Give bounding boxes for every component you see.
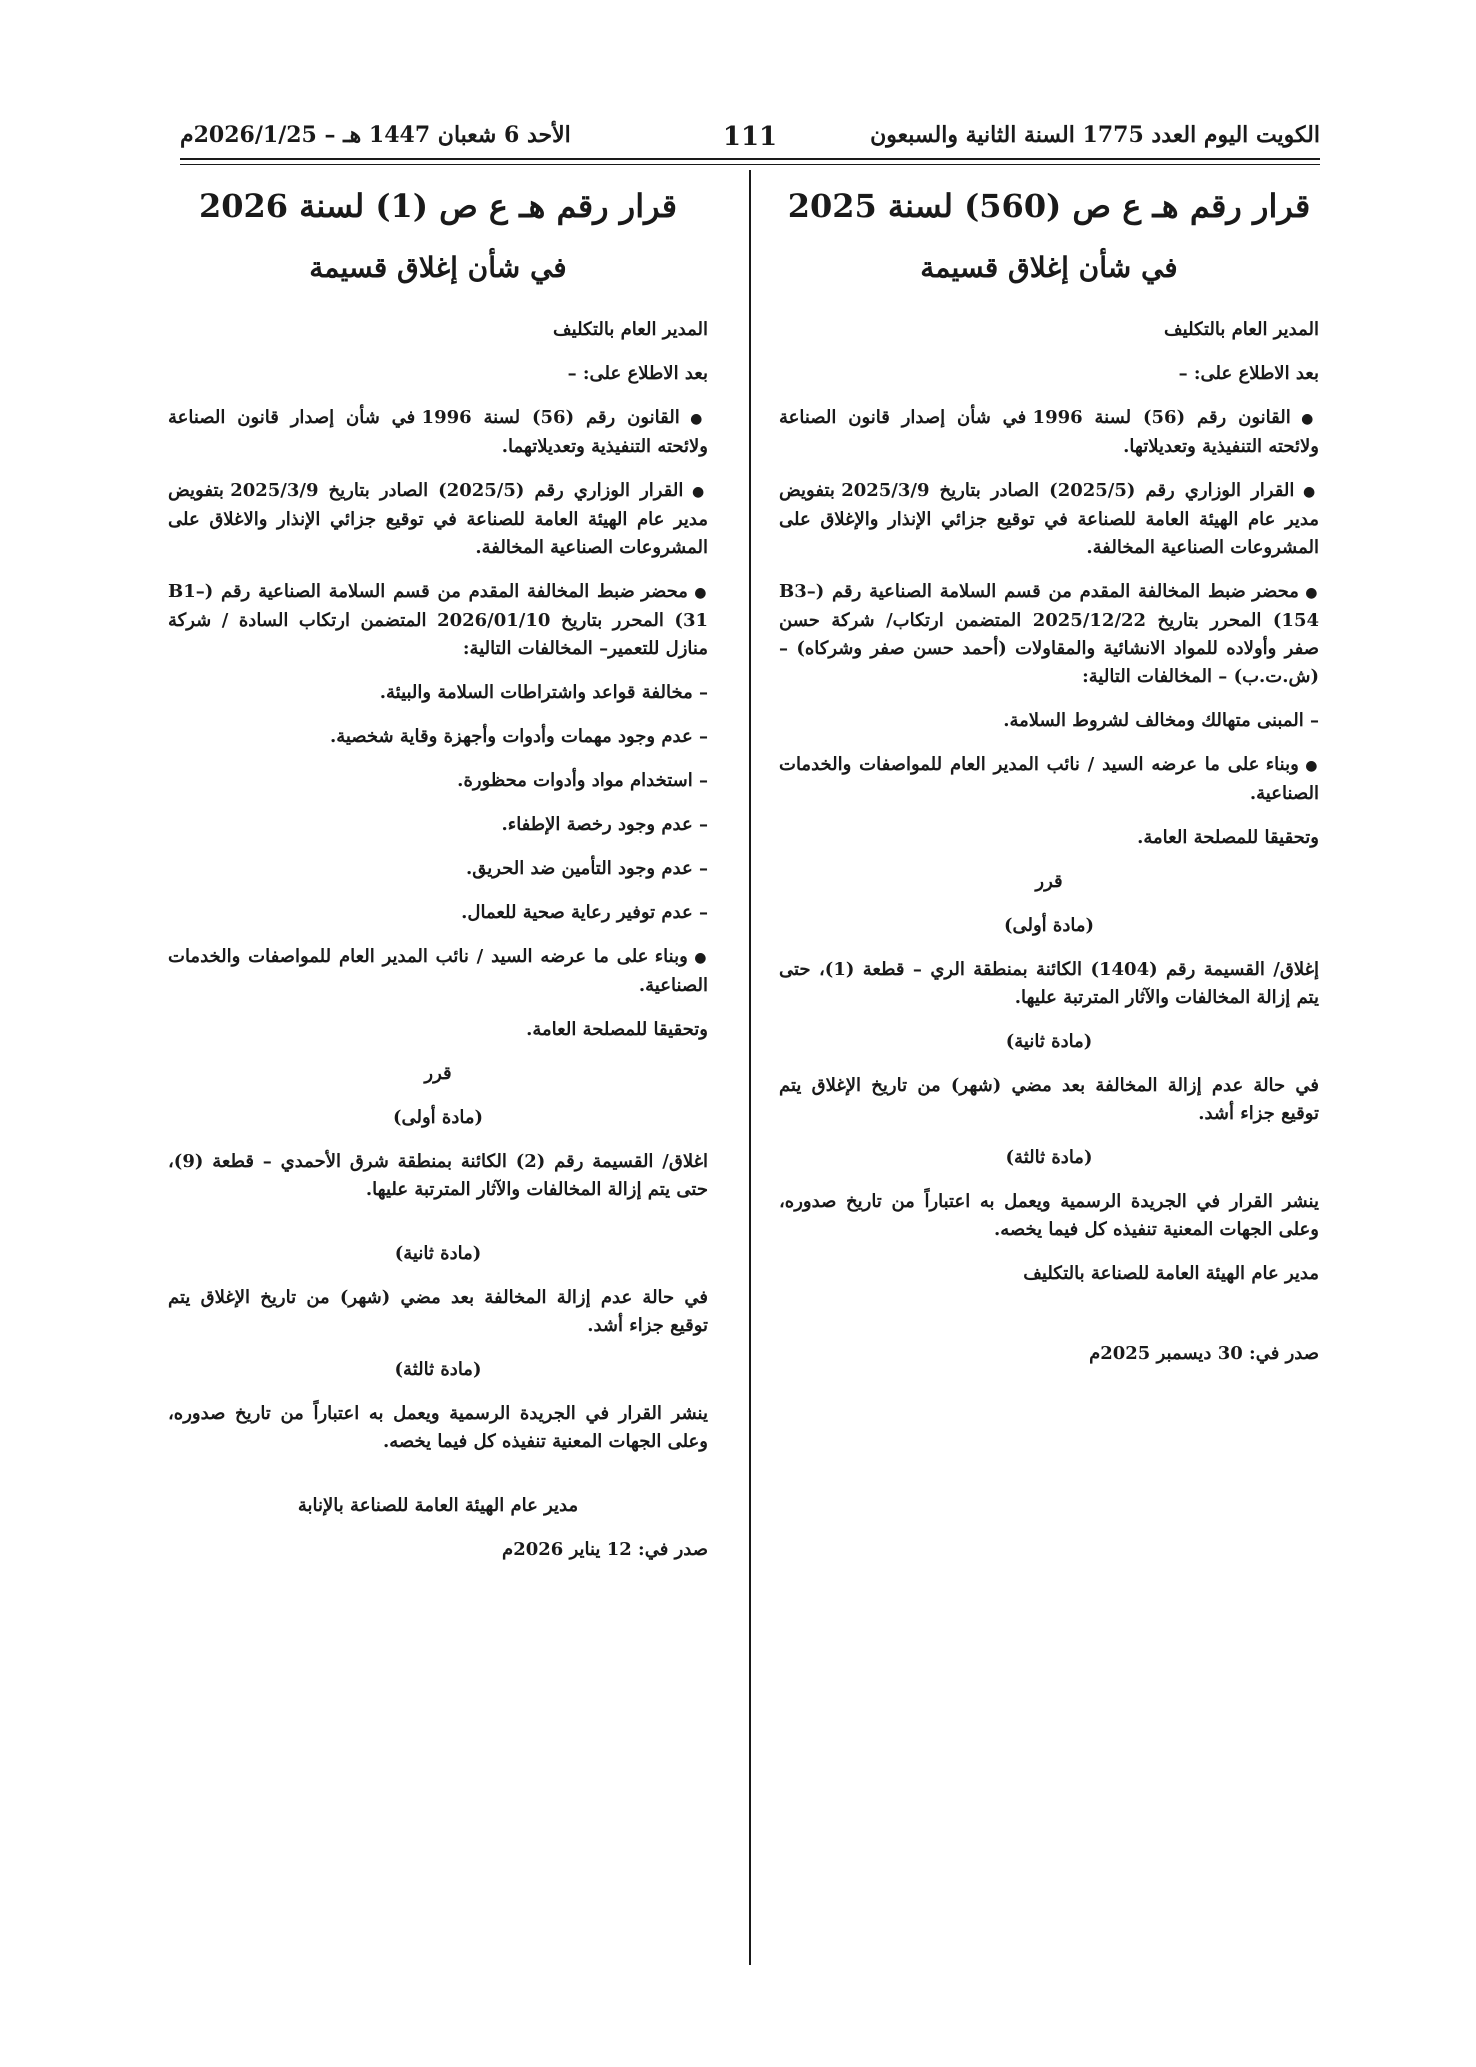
- violation-item: – استخدام مواد وأدوات محظورة.: [457, 770, 708, 791]
- publication-date: الأحد 6 شعبان 1447 هـ – 2026/1/25م: [180, 122, 571, 148]
- issue-date: صدر في: 12 يناير 2026م: [502, 1539, 708, 1560]
- article-2-title: (مادة ثانية): [1005, 1031, 1093, 1052]
- recital-law: ● القانون رقم (56) لسنة 1996 في شأن إصدار قانون الصناعة ولائحته التنفيذية وتعديلاتها.: [779, 404, 1319, 461]
- page-header: [180, 118, 1320, 158]
- after-review-heading: بعد الاطلاع على: –: [567, 363, 708, 384]
- recital-violation-report: ● محضر ضبط المخالفة المقدم من قسم السلامة الصناعية رقم (B3–154) المحرر بتاريخ 2025/12/22 المتضمن ارتكاب/ شركة حسن صفر وأولاده للمواد الانشائية والمقاولات (أحمد حسن صفر وشركاه) – (ش.ت.ب) – المخالفات التالية:: [779, 578, 1319, 691]
- header-rule-thin: [180, 164, 1320, 165]
- page-number: 111: [722, 122, 778, 152]
- issue-date: صدر في: 30 ديسمبر 2025م: [1089, 1343, 1319, 1364]
- decision-subtitle: في شأن إغلاق قسيمة: [309, 251, 567, 284]
- article-3-title: (مادة ثالثة): [1005, 1147, 1093, 1168]
- decided-heading: قرر: [424, 1063, 452, 1084]
- article-3-title: (مادة ثالثة): [394, 1359, 482, 1380]
- public-interest: وتحقيقا للمصلحة العامة.: [1137, 827, 1319, 848]
- decision-title: قرار رقم هـ ع ص (560) لسنة 2025: [787, 187, 1311, 225]
- decision-title: قرار رقم هـ ع ص (1) لسنة 2026: [198, 187, 678, 225]
- signature: مدير عام الهيئة العامة للصناعة بالإنابة: [297, 1495, 579, 1516]
- violation-item: – عدم وجود رخصة الإطفاء.: [501, 814, 708, 835]
- recital-presentation: ● وبناء على ما عرضه السيد / نائب المدير العام للمواصفات والخدمات الصناعية.: [168, 943, 708, 1000]
- violation-item: – المبنى متهالك ومخالف لشروط السلامة.: [1003, 710, 1319, 731]
- violation-item: – عدم وجود مهمات وأدوات وأجهزة وقاية شخصية.: [329, 726, 708, 747]
- violation-item: – عدم وجود التأمين ضد الحريق.: [465, 858, 708, 879]
- violation-item: – عدم توفير رعاية صحية للعمال.: [461, 902, 708, 923]
- decision-1-column: [168, 182, 708, 1580]
- recital-ministerial-decision: ● القرار الوزاري رقم (2025/5) الصادر بتاريخ 2025/3/9 بتفويض مدير عام الهيئة العامة للصناعة في توقيع جزائي الإنذار والاغلاق على المشروعات الصناعية المخالفة.: [168, 477, 708, 562]
- signature: مدير عام الهيئة العامة للصناعة بالتكليف: [1023, 1263, 1319, 1284]
- article-1-title: (مادة أولى): [1003, 915, 1095, 936]
- decision-subtitle: في شأن إغلاق قسيمة: [920, 251, 1178, 284]
- article-1-title: (مادة أولى): [392, 1107, 484, 1128]
- decision-560-column: [779, 182, 1319, 1384]
- article-3-text: ينشر القرار في الجريدة الرسمية ويعمل به اعتباراً من تاريخ صدوره، وعلى الجهات المعنية تنفيذه كل فيما يخصه.: [779, 1191, 1319, 1240]
- issuing-authority: المدير العام بالتكليف: [553, 319, 708, 340]
- article-1-text: اغلاق/ القسيمة رقم (2) الكائنة بمنطقة شرق الأحمدي – قطعة (9)، حتى يتم إزالة المخالفات والآثار المترتبة عليها.: [168, 1151, 708, 1200]
- article-2-text: في حالة عدم إزالة المخالفة بعد مضي (شهر) من تاريخ الإغلاق يتم توقيع جزاء أشد.: [779, 1075, 1319, 1124]
- article-1-text: إغلاق/ القسيمة رقم (1404) الكائنة بمنطقة الري – قطعة (1)، حتى يتم إزالة المخالفات والآثار المترتبة عليها.: [779, 959, 1319, 1008]
- violation-item: – مخالفة قواعد واشتراطات السلامة والبيئة.: [379, 682, 708, 703]
- recital-violation-report: ● محضر ضبط المخالفة المقدم من قسم السلامة الصناعية رقم (B1–31) المحرر بتاريخ 2026/01/10 المتضمن ارتكاب السادة / شركة منازل للتعمير– المخالفات التالية:: [168, 578, 708, 663]
- header-rule-thick: [180, 158, 1320, 160]
- gazette-issue-info: الكويت اليوم العدد 1775 السنة الثانية والسبعون: [870, 122, 1320, 148]
- recital-law: ● القانون رقم (56) لسنة 1996 في شأن إصدار قانون الصناعة ولائحته التنفيذية وتعديلاتهما.: [168, 404, 708, 461]
- column-divider: [749, 170, 751, 1965]
- decided-heading: قرر: [1035, 871, 1063, 892]
- public-interest: وتحقيقا للمصلحة العامة.: [526, 1019, 708, 1040]
- article-2-text: في حالة عدم إزالة المخالفة بعد مضي (شهر) من تاريخ الإغلاق يتم توقيع جزاء أشد.: [168, 1287, 708, 1336]
- recital-ministerial-decision: ● القرار الوزاري رقم (2025/5) الصادر بتاريخ 2025/3/9 بتفويض مدير عام الهيئة العامة للصناعة في توقيع جزائي الإنذار والإغلاق على المشروعات الصناعية المخالفة.: [779, 477, 1319, 562]
- article-3-text: ينشر القرار في الجريدة الرسمية ويعمل به اعتباراً من تاريخ صدوره، وعلى الجهات المعنية تنفيذه كل فيما يخصه.: [168, 1403, 708, 1452]
- article-2-title: (مادة ثانية): [394, 1243, 482, 1264]
- recital-presentation: ● وبناء على ما عرضه السيد / نائب المدير العام للمواصفات والخدمات الصناعية.: [779, 751, 1319, 808]
- after-review-heading: بعد الاطلاع على: –: [1178, 363, 1319, 384]
- issuing-authority: المدير العام بالتكليف: [1164, 319, 1319, 340]
